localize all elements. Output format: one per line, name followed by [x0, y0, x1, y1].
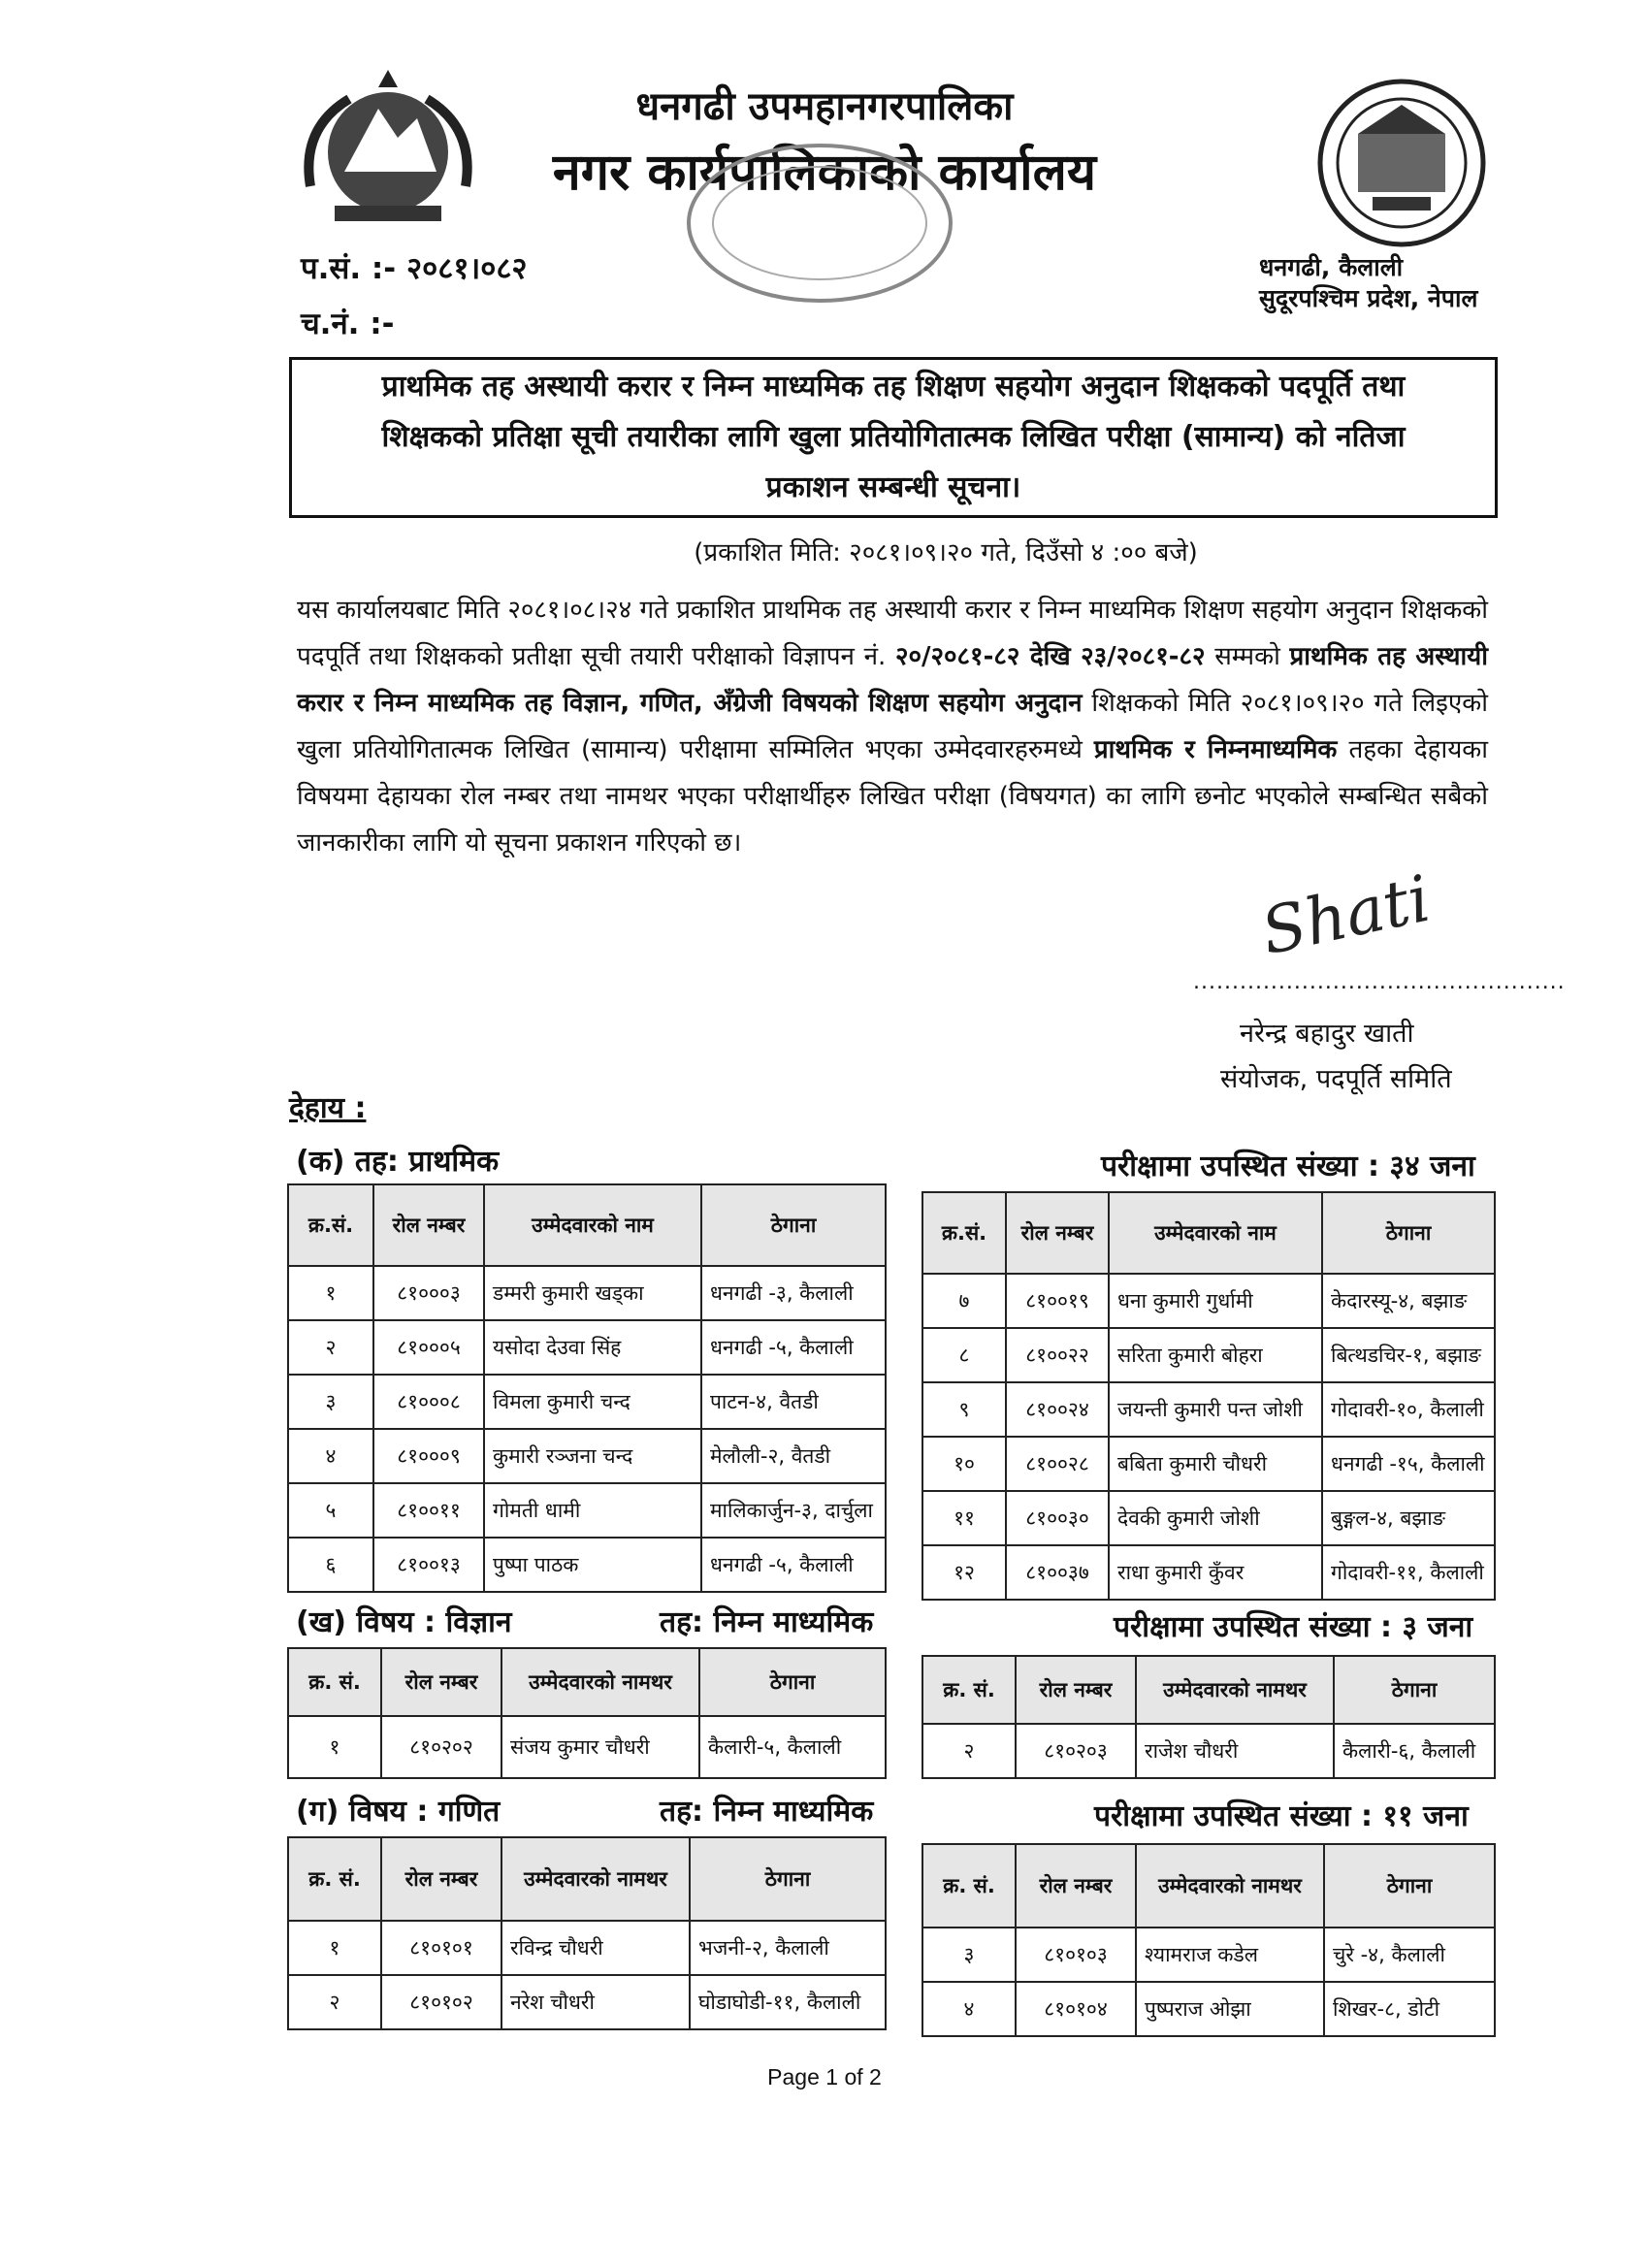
col-name: उम्मेदवारको नामथर — [1136, 1656, 1334, 1724]
col-roll: रोल नम्बर — [381, 1648, 501, 1716]
table-row — [288, 1266, 886, 1320]
table-row — [922, 1437, 1495, 1491]
col-sn: क्र. सं. — [288, 1648, 381, 1716]
cell-name: पुष्पराज ओझा — [1136, 1982, 1324, 2036]
table-header-row — [288, 1648, 886, 1716]
table-row — [288, 1716, 886, 1778]
table-header-row — [288, 1837, 886, 1921]
table-row — [922, 1328, 1495, 1382]
cell-name: नरेश चौधरी — [501, 1975, 690, 2029]
section-a-count: परीक्षामा उपस्थित संख्या : ३४ जना — [1101, 1150, 1475, 1183]
col-roll: रोल नम्बर — [373, 1184, 484, 1266]
cell-roll: ८१००१३ — [373, 1538, 484, 1592]
notice-title-box — [289, 357, 1498, 518]
section-b-label: (ख) विषय : विज्ञान — [296, 1605, 512, 1639]
cell-name: संजय कुमार चौधरी — [501, 1716, 699, 1778]
table-header-row — [922, 1656, 1495, 1724]
col-roll: रोल नम्बर — [1006, 1192, 1109, 1274]
col-roll: रोल नम्बर — [1016, 1844, 1136, 1928]
col-address: ठेगाना — [690, 1837, 886, 1921]
section-b-table-right — [922, 1655, 1496, 1779]
section-c-table-right — [922, 1843, 1496, 2037]
col-name: उम्मेदवारको नामथर — [1136, 1844, 1324, 1928]
section-c-count: परीक्षामा उपस्थित संख्या : ११ जना — [1094, 1799, 1469, 1833]
cell-address: केदारस्यू-४, बझाङ — [1322, 1274, 1495, 1328]
table-row — [922, 1382, 1495, 1437]
cell-name: कुमारी रञ्जना चन्द — [484, 1429, 701, 1483]
section-c-label: (ग) विषय : गणित — [296, 1795, 501, 1829]
cell-sn: ५ — [288, 1483, 373, 1538]
cell-name: यसोदा देउवा सिंह — [484, 1320, 701, 1375]
cell-roll: ८१००२८ — [1006, 1437, 1109, 1491]
office-stamp-icon — [679, 136, 960, 310]
cell-sn: ६ — [288, 1538, 373, 1592]
page-number: Page 1 of 2 — [767, 2064, 882, 2090]
cell-sn: ७ — [922, 1274, 1006, 1328]
cell-name: श्यामराज कडेल — [1136, 1928, 1324, 1982]
body-text-4: तहका देहायका विषयमा देहायका रोल नम्बर तथा नामथर भएका परीक्षार्थीहरु लिखित परीक्षा (विषयगत) का लागि छनोट भएकोले सम्बन्धित सबैको जानकारीका लागि यो सूचना प्रकाशन गरिएको छ। — [297, 735, 1488, 858]
table-row — [922, 1274, 1495, 1328]
body-text-1: यस कार्यालयबाट मिति २०८१।०८।२४ गते प्रकाशित प्राथमिक तह अस्थायी करार र निम्न माध्यमिक शिक्षण सहयोग अनुदान शिक्षकको पदपूर्ति तथा शिक्षकको प्रतीक्षा सूची तयारी परीक्षाको विज्ञापन नं. — [297, 596, 1488, 671]
col-sn: क्र. सं. — [922, 1844, 1016, 1928]
section-a-table-left — [287, 1183, 887, 1593]
cell-roll: ८१०२०३ — [1016, 1724, 1136, 1778]
section-a-label: (क) तह: प्राथमिक — [296, 1145, 500, 1179]
table-row — [922, 1928, 1495, 1982]
cell-sn: ९ — [922, 1382, 1006, 1437]
cell-name: विमला कुमारी चन्द — [484, 1375, 701, 1429]
cell-sn: ८ — [922, 1328, 1006, 1382]
cell-address: पाटन-४, वैतडी — [701, 1375, 886, 1429]
col-sn: क्र. सं. — [922, 1656, 1016, 1724]
col-address: ठेगाना — [1324, 1844, 1495, 1928]
col-name: उम्मेदवारको नाम — [1109, 1192, 1322, 1274]
cell-sn: १ — [288, 1921, 381, 1975]
notice-title-line2: शिक्षकको प्रतिक्षा सूची तयारीका लागि खुला प्रतियोगितात्मक लिखित परीक्षा (सामान्य) को नतिजा — [381, 420, 1406, 454]
cell-sn: २ — [922, 1724, 1016, 1778]
cell-address: घोडाघोडी-११, कैलाली — [690, 1975, 886, 2029]
table-row — [288, 1483, 886, 1538]
col-sn: क्र.सं. — [288, 1184, 373, 1266]
table-row — [922, 1724, 1495, 1778]
cell-sn: ३ — [288, 1375, 373, 1429]
col-address: ठेगाना — [1322, 1192, 1495, 1274]
col-roll: रोल नम्बर — [1016, 1656, 1136, 1724]
address-line2: सुदूरपश्चिम प्रदेश, नेपाल — [1259, 284, 1478, 312]
cell-roll: ८१०१०१ — [381, 1921, 501, 1975]
signature-dots: ................................................ — [1193, 970, 1566, 994]
body-bold-1: २०/२०८१-८२ देखि २३/२०८१-८२ — [894, 642, 1206, 671]
header-line2: नगर कार्यपालिकाको कार्यालय — [552, 144, 1097, 202]
cell-address: मेलौली-२, वैतडी — [701, 1429, 886, 1483]
cell-sn: ४ — [288, 1429, 373, 1483]
cell-address: गोदावरी-११, कैलाली — [1322, 1545, 1495, 1600]
cell-address: गोदावरी-१०, कैलाली — [1322, 1382, 1495, 1437]
municipality-logo-icon — [1314, 76, 1489, 250]
dispatch-number: च.नं. :- — [301, 307, 395, 341]
signatory-name: नरेन्द्र बहादुर खाती — [1240, 1019, 1414, 1049]
cell-address: बित्थडचिर-१, बझाङ — [1322, 1328, 1495, 1382]
col-sn: क्र.सं. — [922, 1192, 1006, 1274]
cell-name: जयन्ती कुमारी पन्त जोशी — [1109, 1382, 1322, 1437]
published-date: (प्रकाशित मिति: २०८१।०९।२० गते, दिउँसो ४ :०० बजे) — [694, 538, 1198, 567]
col-roll: रोल नम्बर — [381, 1837, 501, 1921]
table-row — [922, 1545, 1495, 1600]
cell-roll: ८१०००९ — [373, 1429, 484, 1483]
section-b-level: तह: निम्न माध्यमिक — [660, 1605, 874, 1639]
address-line1: धनगढी, कैलाली — [1259, 253, 1404, 281]
section-a-table-right — [922, 1191, 1496, 1601]
cell-roll: ८१०००३ — [373, 1266, 484, 1320]
annex-label: देहाय : — [289, 1091, 367, 1125]
cell-sn: ४ — [922, 1982, 1016, 2036]
cell-name: डम्मरी कुमारी खड्का — [484, 1266, 701, 1320]
cell-sn: ३ — [922, 1928, 1016, 1982]
body-bold-2: प्राथमिक तह अस्थायी करार र निम्न माध्यमिक तह विज्ञान, गणित, अँग्रेजी विषयको शिक्षण सहयोग अनुदान — [297, 642, 1488, 718]
cell-name: धना कुमारी गुर्धामी — [1109, 1274, 1322, 1328]
reference-number: प.सं. :- २०८१।०८२ — [301, 251, 528, 286]
cell-address: मालिकार्जुन-३, दार्चुला — [701, 1483, 886, 1538]
table-row — [288, 1375, 886, 1429]
cell-address: धनगढी -५, कैलाली — [701, 1538, 886, 1592]
body-bold-3: प्राथमिक र निम्नमाध्यमिक — [1093, 735, 1338, 764]
cell-address: बुङ्गल-४, बझाङ — [1322, 1491, 1495, 1545]
section-c-table-left — [287, 1836, 887, 2030]
notice-title-line1: प्राथमिक तह अस्थायी करार र निम्न माध्यमिक तह शिक्षण सहयोग अनुदान शिक्षकको पदपूर्ति तथा — [381, 370, 1406, 404]
col-address: ठेगाना — [701, 1184, 886, 1266]
cell-sn: २ — [288, 1320, 373, 1375]
header-line1: धनगढी उपमहानगरपालिका — [635, 84, 1014, 129]
table-row — [288, 1921, 886, 1975]
table-header-row — [922, 1844, 1495, 1928]
table-row — [922, 1982, 1495, 2036]
table-row — [922, 1491, 1495, 1545]
table-row — [288, 1320, 886, 1375]
notice-title-line3: प्रकाशन सम्बन्धी सूचना। — [765, 470, 1021, 504]
body-text-3: शिक्षकको मिति २०८१।०९।२० गते लिइएको खुला प्रतियोगितात्मक लिखित (सामान्य) परीक्षामा सम्मिलित भएका उम्मेदवारहरुमध्ये — [297, 689, 1488, 764]
cell-address: शिखर-८, डोटी — [1324, 1982, 1495, 2036]
cell-name: गोमती धामी — [484, 1483, 701, 1538]
cell-roll: ८१००३७ — [1006, 1545, 1109, 1600]
cell-roll: ८१००२२ — [1006, 1328, 1109, 1382]
table-row — [288, 1429, 886, 1483]
notice-body — [297, 587, 1488, 866]
cell-name: पुष्पा पाठक — [484, 1538, 701, 1592]
table-header-row — [288, 1184, 886, 1266]
cell-roll: ८१०२०२ — [381, 1716, 501, 1778]
section-b-table-left — [287, 1647, 887, 1779]
cell-roll: ८१००३० — [1006, 1491, 1109, 1545]
cell-roll: ८१०१०३ — [1016, 1928, 1136, 1982]
table-header-row — [922, 1192, 1495, 1274]
col-address: ठेगाना — [699, 1648, 886, 1716]
col-name: उम्मेदवारको नाम — [484, 1184, 701, 1266]
cell-address: कैलारी-६, कैलाली — [1334, 1724, 1495, 1778]
section-b-count: परीक्षामा उपस्थित संख्या : ३ जना — [1114, 1610, 1473, 1644]
cell-name: रविन्द्र चौधरी — [501, 1921, 690, 1975]
cell-roll: ८१०१०४ — [1016, 1982, 1136, 2036]
table-row — [288, 1975, 886, 2029]
cell-sn: १ — [288, 1266, 373, 1320]
cell-name: सरिता कुमारी बोहरा — [1109, 1328, 1322, 1382]
cell-sn: ११ — [922, 1491, 1006, 1545]
cell-roll: ८१००१९ — [1006, 1274, 1109, 1328]
cell-sn: २ — [288, 1975, 381, 2029]
cell-address: धनगढी -३, कैलाली — [701, 1266, 886, 1320]
cell-roll: ८१०१०२ — [381, 1975, 501, 2029]
col-name: उम्मेदवारको नामथर — [501, 1837, 690, 1921]
cell-address: चुरे -४, कैलाली — [1324, 1928, 1495, 1982]
cell-roll: ८१०००५ — [373, 1320, 484, 1375]
signatory-designation: संयोजक, पदपूर्ति समिति — [1220, 1064, 1452, 1094]
cell-address: भजनी-२, कैलाली — [690, 1921, 886, 1975]
col-address: ठेगाना — [1334, 1656, 1495, 1724]
col-sn: क्र. सं. — [288, 1837, 381, 1921]
cell-sn: १० — [922, 1437, 1006, 1491]
cell-name: बबिता कुमारी चौधरी — [1109, 1437, 1322, 1491]
body-text-2: सम्मको — [1205, 642, 1290, 671]
cell-name: राजेश चौधरी — [1136, 1724, 1334, 1778]
cell-roll: ८१००२४ — [1006, 1382, 1109, 1437]
cell-name: देवकी कुमारी जोशी — [1109, 1491, 1322, 1545]
table-row — [288, 1538, 886, 1592]
cell-roll: ८१००११ — [373, 1483, 484, 1538]
col-name: उम्मेदवारको नामथर — [501, 1648, 699, 1716]
cell-sn: १२ — [922, 1545, 1006, 1600]
cell-address: कैलारी-५, कैलाली — [699, 1716, 886, 1778]
signature: Shati — [1254, 860, 1437, 970]
cell-address: धनगढी -५, कैलाली — [701, 1320, 886, 1375]
cell-address: धनगढी -१५, कैलाली — [1322, 1437, 1495, 1491]
cell-sn: १ — [288, 1716, 381, 1778]
section-c-level: तह: निम्न माध्यमिक — [660, 1795, 874, 1829]
cell-name: राधा कुमारी कुँवर — [1109, 1545, 1322, 1600]
cell-roll: ८१०००८ — [373, 1375, 484, 1429]
